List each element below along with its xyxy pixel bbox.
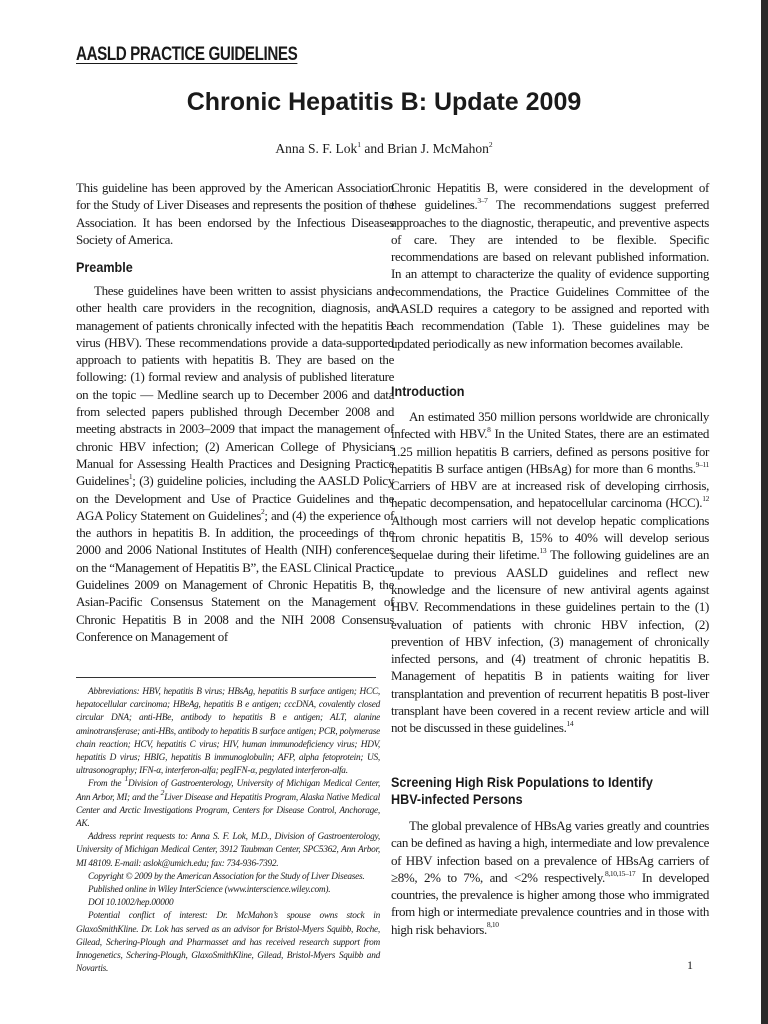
citation-marker: 8 [487,424,491,434]
text-run: These guidelines have been written to assist physicians and other health care providers in the recognition, diagnosis, and management of patients chronically infected with the hepatitis B virus (HBV). These recommendations provide a data-supported approach to patients with hepatitis B. They are based on the following: (1) formal review and analysis of published literature on the topic — Medline search up to December 2006 and data from selected papers published through December 2008 and meeting abstracts in 2003–2009 that impact the management of chronic HBV infection; (2) American College of Physicians Manual for Assessing Health Practices and Designing Practice Guidelines [76,283,394,489]
abbreviations-footnote: Abbreviations: HBV, hepatitis B virus; HBsAg, hepatitis B surface antigen; HCC, hepatocellular carcinoma; HBeAg, hepatitis B e antigen; cccDNA, covalently closed circular DNA; anti-HBe, antibody to hepatitis B e antigen; ALT, alanine aminotransferase; anti-HBs, antibody to hepatitis B surface antigen; PCR, polymerase chain reaction; HCV, hepatitis C virus; HIV, human immunodeficiency virus; HDV, hepatitis D virus; HBIG, hepatitis B immunoglobulin; AFP, alpha fetoprotein; US, ultrasonography; IFN-α, interferon-alfa; pegIFN-α, pegylated interferon-alfa. [76,687,380,777]
screening-paragraph [391,817,709,938]
text-run: The recommendations suggest preferred approaches to the diagnostic, therapeutic, and preventive aspects of care. They are intended to be flexible. Specific recommendations are based on relevant published information. In an attempt to characterize the quality of evidence supporting recommendations, the Practice Guidelines Committee of the AASLD requires a category to be assigned and reported with each recommendation (Table 1). These guidelines may be updated periodically as new information becomes available. [391,197,709,351]
text-run: Carriers of HBV are at increased risk of developing cirrhosis, hepatic decompensation, and hepatocellular carcinoma (HCC). [391,478,709,511]
affiliation-marker: 1 [357,139,361,149]
heading-line: HBV-infected Persons [391,791,523,807]
preamble-paragraph [76,282,394,645]
text-run: Chronic Hepatitis B, were considered in the development of these guidelines. [391,180,709,213]
text-run: Liver Disease and Hepatitis Program, Alaska Native Medical Center and Arctic Investigations Program, Centers for Disease Control, Anchorage, AK. [76,792,380,830]
citation-marker: 8,10 [486,920,499,930]
text-run: From the [88,779,125,790]
text-run: Division of Gastroenterology, University of Michigan Medical Center, Ann Arbor, MI; and the [76,779,380,803]
text-run: The following guidelines are an update to previous AASLD guidelines and reflect new knowledge and the licensure of new antiviral agents against HBV. Recommendations in these guidelines pertain to the (1) evaluation of patients with chronic HBV infection, (2) prevention of HBV infection, (3) management of chronically infected persons, and (4) treatment of chronic hepatitis B. Management of hepatitis B in patients waiting for liver transplantation and prevention of recurrent hepatitis B post-liver transplant have been covered in a recent review article and will not be discussed in these guidelines. [391,547,710,736]
text-run: Although most carriers will not develop hepatic complications from chronic hepatitis B, 15% to 40% will develop serious sequelae during their lifetime. [391,512,709,563]
continuation-paragraph [391,179,709,352]
page-number: 1 [687,958,693,972]
article-title: Chronic Hepatitis B: Update 2009 [186,88,582,116]
author-line [0,141,768,157]
affiliation-marker: 1 [124,774,129,784]
text-run: An estimated 350 million persons worldwide are chronically infected with HBV. [391,409,709,442]
affiliation-marker: 2 [488,139,493,149]
text-run: The global prevalence of HBsAg varies greatly and countries can be defined as having a high, intermediate and low prevalence of HBV infection based on a prevalence of HBsAg carriers of ≥8%, 2% to 7%, and <2% respectively. [391,818,709,885]
introduction-heading: Introduction [391,383,465,399]
author-name: and Brian J. McMahon [360,141,489,156]
footnote-rule [76,677,376,678]
text-run: ; (3) guideline policies, including the AASLD Policy on the Development and Use of Practice Guidelines and the AGA Policy Statement on Guidelines [76,473,394,523]
affiliation-footnote [76,774,380,831]
text-run: In the United States, there are an estimated 1.25 million hepatitis B carriers, defined as persons positive for hepatitis B surface antigen (HBsAg) for more than 6 months. [391,426,709,476]
conflict-footnote: Potential conflict of interest: Dr. McMahon’s spouse owns stock in GlaxoSmithKline. Dr. Lok has served as an advisor for Bristol-Myers Squibb, Roche, Gilead, Schering-Plough and Pharmasset and has received research support from Innogenetics, Schering-Plough, GlaxoSmithKline, Gilead, Bristol-Myers Squibb and Novartis. [76,911,380,975]
citation-marker: 1 [128,471,133,481]
section-tag: AASLD PRACTICE GUIDELINES [76,44,298,65]
author-name: Anna S. F. Lok [275,141,358,156]
citation-marker: 14 [566,719,574,729]
published-footnote: Published online in Wiley InterScience (www.interscience.wiley.com). [88,885,331,896]
footnotes [76,686,380,976]
endorsement-paragraph: This guideline has been approved by the American Association for the Study of Liver Diseases and represents the position of the Association. It has been endorsed by the Infectious Diseases Society of America. [76,180,394,247]
doi-footnote: DOI 10.1002/hep.00000 [88,898,174,909]
copyright-footnote: Copyright © 2009 by the American Association for the Study of Liver Diseases. [88,871,365,882]
citation-marker: 12 [702,494,709,504]
citation-marker: 9–11 [695,459,709,469]
screening-heading [391,774,706,808]
introduction-paragraph [391,408,709,737]
citation-marker: 8,10,15–17 [604,868,636,878]
preamble-heading: Preamble [76,259,133,275]
citation-marker: 2 [260,506,265,516]
text-run: In developed countries, the prevalence is higher among those who immigrated from high or intermediate prevalence countries and in those with high risk behaviors. [391,869,709,937]
citation-marker: 13 [539,546,547,556]
citation-marker: 3–7 [477,195,488,205]
affiliation-marker: 2 [160,787,165,797]
heading-line: Screening High Risk Populations to Identify [391,774,653,790]
text-run: ; and (4) the experience of the authors in hepatitis B. In addition, the proceedings of the 2000 and 2006 National Institutes of Health (NIH) conferences on the “Management of Hepatitis B”, the EASL Clinical Practice Guidelines 2009 on Management of Chronic Hepatitis B, the Asian-Pacific Consensus Statement on the Management of Chronic Hepatitis B in 2008 and the NIH 2008 Consensus Conference on Management of [76,507,394,644]
reprint-footnote: Address reprint requests to: Anna S. F. Lok, M.D., Division of Gastroenterology, University of Michigan Medical Center, 3912 Taubman Center, SPC5362, Ann Arbor, MI 48109. E-mail: aslok@umich.edu; fax: 734-936-7392. [76,832,380,869]
